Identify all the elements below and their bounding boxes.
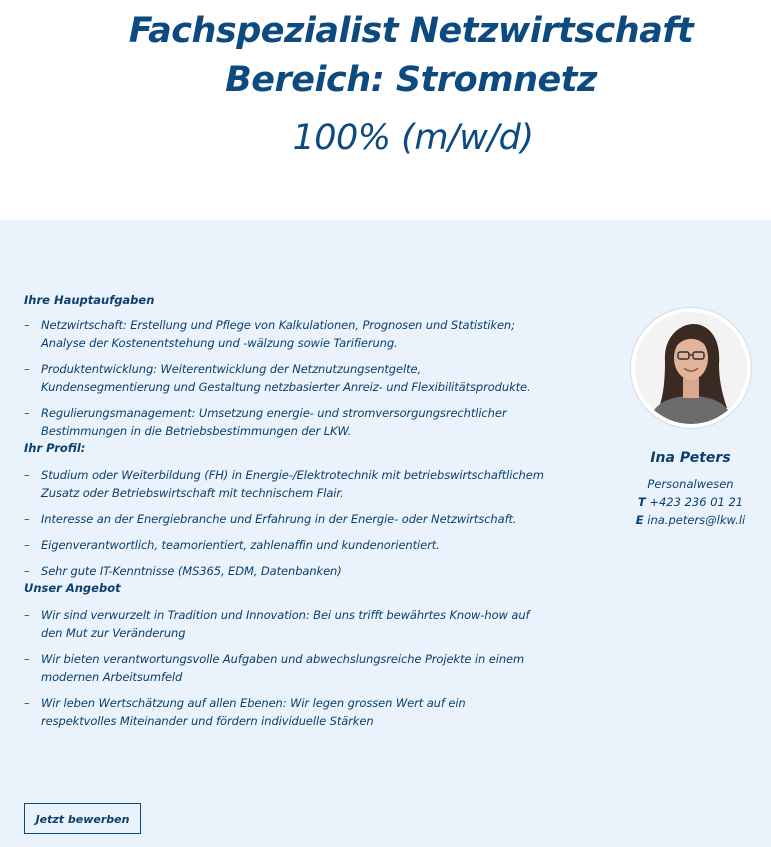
contact-name: Ina Peters bbox=[650, 450, 731, 466]
bullet-dash: – bbox=[24, 564, 30, 578]
phone-label: T bbox=[637, 495, 646, 509]
contact-email-row bbox=[610, 511, 771, 529]
contact-phone-row bbox=[610, 493, 771, 511]
list-item-text: Eigenverantwortlich, teamorientiert, zahlenaffin und kundenorientiert. bbox=[41, 538, 440, 552]
list-item bbox=[24, 404, 544, 440]
section-title-tasks: Ihre Hauptaufgaben bbox=[24, 293, 155, 307]
bullet-dash: – bbox=[24, 696, 30, 710]
section-title-offer: Unser Angebot bbox=[24, 581, 121, 595]
list-item-text: Produktentwicklung: Weiterentwicklung der Netznutzungsentgelte, Kundensegmentierung und Gestaltung netzbasierter Anreiz- und Flexibilitätsprodukte. bbox=[41, 362, 531, 394]
section-title-profile: Ihr Profil: bbox=[24, 441, 86, 455]
job-description bbox=[24, 292, 544, 738]
contact-card bbox=[610, 308, 771, 529]
job-title-line-1: Fachspezialist Netzwirtschaft bbox=[128, 11, 694, 51]
list-item bbox=[24, 466, 544, 502]
list-item bbox=[24, 316, 544, 352]
bullet-dash: – bbox=[24, 468, 30, 482]
list-item bbox=[24, 650, 544, 686]
bullet-dash: – bbox=[24, 652, 30, 666]
list-item-text: Netzwirtschaft: Erstellung und Pflege von Kalkulationen, Prognosen und Statistiken; Analyse der Kostenentstehung und -wälzung sowie Tarifierung. bbox=[41, 318, 515, 350]
bullet-dash: – bbox=[24, 608, 30, 622]
job-title-line-2: Bereich: Stromnetz bbox=[225, 60, 597, 100]
bullet-dash: – bbox=[24, 538, 30, 552]
list-item bbox=[24, 536, 544, 554]
list-item-text: Regulierungsmanagement: Umsetzung energie- und stromversorgungsrechtlicher Bestimmungen in die Betriebsbestimmungen der LKW. bbox=[41, 406, 507, 438]
list-item-text: Wir sind verwurzelt in Tradition und Innovation: Bei uns trifft bewährtes Know-how auf den Mut zur Veränderung bbox=[41, 608, 530, 640]
bullet-dash: – bbox=[24, 318, 30, 332]
profile-list bbox=[24, 466, 544, 580]
list-item-text: Wir bieten verantwortungsvolle Aufgaben und abwechslungsreiche Projekte in einem modernen Arbeitsumfeld bbox=[41, 652, 525, 684]
list-item-text: Interesse an der Energiebranche und Erfahrung in der Energie- oder Netzwirtschaft. bbox=[41, 512, 517, 526]
bullet-dash: – bbox=[24, 406, 30, 420]
avatar bbox=[631, 308, 751, 428]
tasks-list bbox=[24, 316, 544, 440]
list-item bbox=[24, 360, 544, 396]
email-label: E bbox=[635, 513, 644, 527]
offer-list bbox=[24, 606, 544, 730]
list-item bbox=[24, 510, 544, 528]
list-item bbox=[24, 562, 544, 580]
contact-email[interactable]: ina.peters@lkw.li bbox=[647, 513, 746, 527]
list-item-text: Wir leben Wertschätzung auf allen Ebenen: Wir legen grossen Wert auf ein respektvolles Miteinander und fördern individuelle Stärken bbox=[41, 696, 466, 728]
list-item-text: Sehr gute IT-Kenntnisse (MS365, EDM, Datenbanken) bbox=[41, 564, 342, 578]
page-header bbox=[0, 0, 771, 220]
contact-phone[interactable]: +423 236 01 21 bbox=[649, 495, 744, 509]
bullet-dash: – bbox=[24, 512, 30, 526]
list-item bbox=[24, 606, 544, 642]
job-details-panel bbox=[0, 220, 771, 847]
list-item bbox=[24, 694, 544, 730]
apply-button[interactable]: Jetzt bewerben bbox=[24, 803, 141, 834]
bullet-dash: – bbox=[24, 362, 30, 376]
list-item-text: Studium oder Weiterbildung (FH) in Energie-/Elektrotechnik mit betriebswirtschaftlichem Zusatz oder Betriebswirtschaft mit technischem Flair. bbox=[41, 468, 544, 500]
job-workload: 100% (m/w/d) bbox=[292, 118, 534, 158]
contact-photo bbox=[635, 312, 747, 424]
contact-department: Personalwesen bbox=[647, 477, 734, 491]
